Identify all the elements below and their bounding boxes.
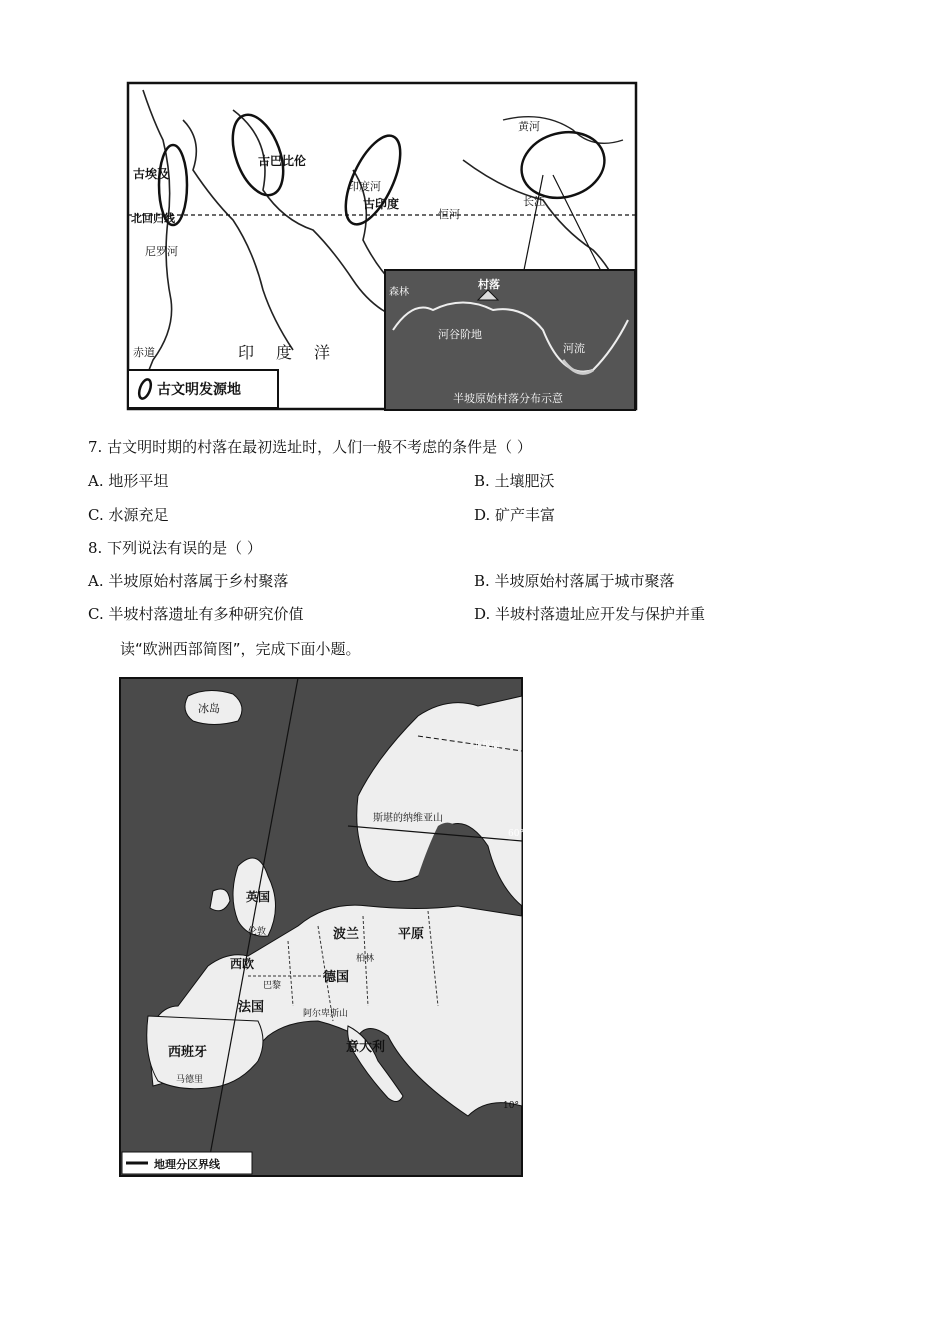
label-london: 伦敦: [248, 927, 267, 937]
label-lat60: 60°: [508, 829, 524, 839]
label-alps: 阿尔卑斯山: [303, 1009, 349, 1019]
ancient-civilizations-map: [123, 80, 643, 420]
q7-option-c: C. 水源充足: [88, 506, 169, 524]
label-scand: 斯堪的纳维亚山: [373, 813, 443, 824]
label-babylon: 古巴比伦: [258, 154, 307, 168]
label-paris: 巴黎: [263, 981, 282, 991]
inset-title: 半坡原始村落分布示意: [453, 392, 563, 405]
label-iceland: 冰岛: [198, 702, 220, 715]
label-yangtze: 长江: [523, 195, 545, 208]
label-egypt: 古埃及: [133, 167, 170, 181]
label-indus: 印度河: [348, 180, 381, 193]
q7-option-b: B. 土壤肥沃: [474, 472, 555, 490]
label-plain: 平原: [398, 927, 425, 942]
q8-option-a: A. 半坡原始村落属于乡村聚落: [88, 572, 289, 590]
label-madrid: 马德里: [176, 1075, 204, 1085]
inset-label-river: 河流: [563, 342, 585, 355]
label-uk: 英国: [246, 890, 271, 904]
q8-option-d: D. 半坡村落遗址应开发与保护并重: [474, 605, 706, 623]
label-nile: 尼罗河: [145, 245, 178, 258]
label-lon10: 10°: [503, 1101, 519, 1111]
q7-option-a: A. 地形平坦: [88, 472, 169, 490]
label-germany: 德国: [323, 970, 350, 985]
label-ganges: 恒河: [438, 208, 460, 221]
label-ocean: 印度洋: [238, 343, 353, 362]
section-lead: 读“欧洲西部简图”，完成下面小题。: [120, 640, 361, 658]
question-8-stem: 8. 下列说法有误的是（ ）: [88, 539, 262, 557]
inset-label-village: 村落: [478, 278, 500, 291]
label-spain: 西班牙: [168, 1045, 208, 1060]
q8-option-b: B. 半坡原始村落属于城市聚落: [474, 572, 675, 590]
label-india: 古印度: [363, 197, 400, 211]
label-equator: 赤道: [133, 346, 155, 359]
label-berlin: 柏林: [356, 954, 375, 964]
inset-label-forest: 森林: [389, 287, 409, 298]
question-7-stem: 7. 古文明时期的村落在最初选址时，人们一般不考虑的条件是（ ）: [88, 438, 532, 456]
q7-option-d: D. 矿产丰富: [474, 506, 556, 524]
inset-label-valley: 河谷阶地: [438, 328, 482, 341]
label-italy: 意大利: [346, 1040, 386, 1055]
label-yellow: 黄河: [518, 120, 540, 133]
label-west: 西欧: [230, 957, 255, 971]
label-france: 法国: [238, 1000, 265, 1015]
label-arctic: 北极圈: [473, 741, 501, 751]
label-tropic: 北回归线: [131, 212, 175, 225]
map2-legend: 地理分区界线: [154, 1158, 220, 1171]
label-poland: 波兰: [333, 927, 360, 942]
q8-option-c: C. 半坡村落遗址有多种研究价值: [88, 605, 304, 623]
western-europe-map: [118, 676, 524, 1178]
map1-legend: 古文明发源地: [157, 382, 241, 398]
